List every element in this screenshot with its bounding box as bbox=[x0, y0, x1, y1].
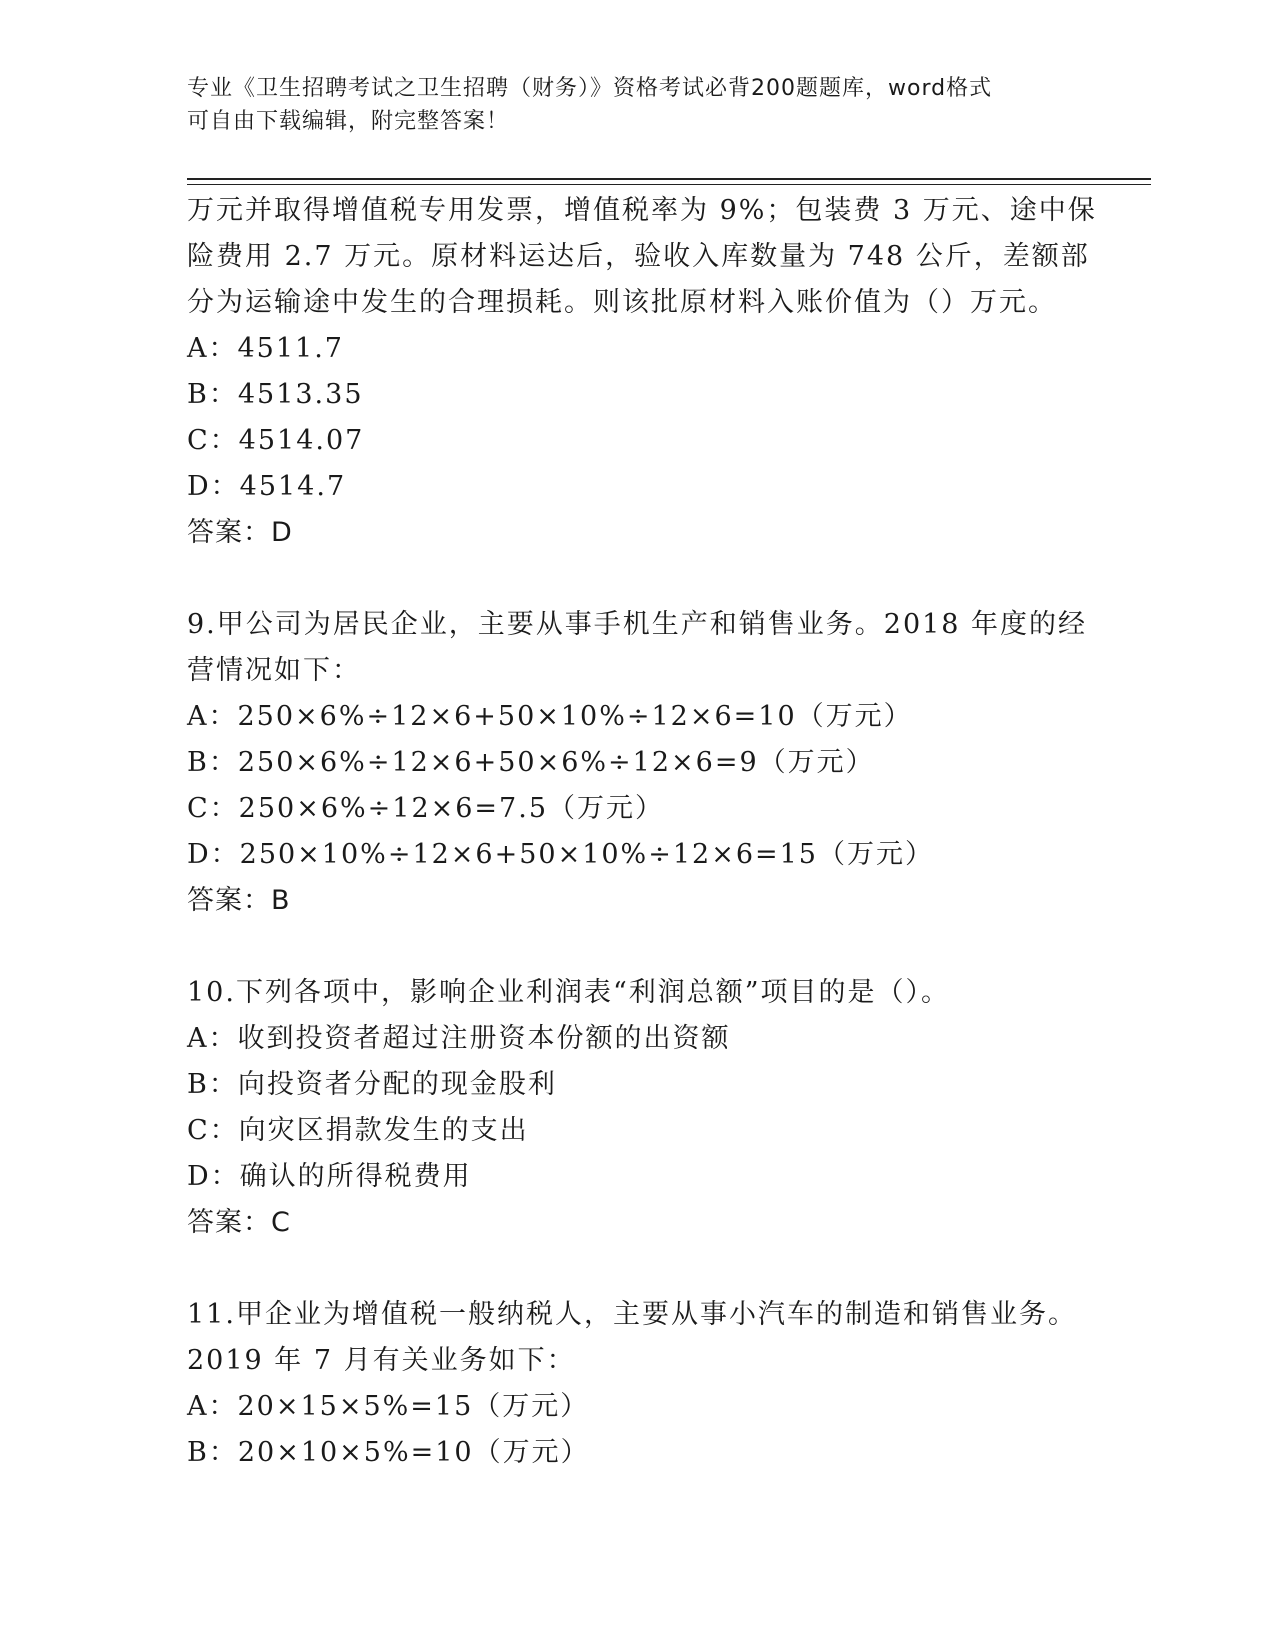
answer-label: 答案：C bbox=[187, 1207, 291, 1238]
question-block-9 bbox=[187, 602, 1117, 924]
header-divider bbox=[187, 178, 1151, 185]
question-text-line: 分为运输途中发生的合理损耗。则该批原材料入账价值为（）万元。 bbox=[187, 287, 1057, 318]
option-c: C：向灾区捐款发生的支出 bbox=[187, 1115, 529, 1146]
option-b: B：向投资者分配的现金股利 bbox=[187, 1069, 557, 1100]
option-a: A：250×6%÷12×6+50×10%÷12×6=10（万元） bbox=[187, 701, 913, 732]
option-d: D：4514.7 bbox=[187, 471, 347, 502]
answer-label: 答案：B bbox=[187, 885, 291, 916]
option-c: C：250×6%÷12×6=7.5（万元） bbox=[187, 793, 664, 824]
spacer bbox=[187, 556, 1117, 602]
option-c: C：4514.07 bbox=[187, 425, 365, 456]
question-text-line: 营情况如下： bbox=[187, 655, 361, 686]
option-a: A：收到投资者超过注册资本份额的出资额 bbox=[187, 1023, 731, 1054]
page-header bbox=[187, 72, 1087, 138]
question-text-line: 2019 年 7 月有关业务如下： bbox=[187, 1345, 576, 1376]
question-text-line: 险费用 2.7 万元。原材料运达后，验收入库数量为 748 公斤，差额部 bbox=[187, 241, 1090, 272]
question-block-8 bbox=[187, 188, 1117, 556]
question-text-line: 万元并取得增值税专用发票，增值税率为 9%；包装费 3 万元、途中保 bbox=[187, 195, 1097, 226]
option-b: B：4513.35 bbox=[187, 379, 364, 410]
option-a: A：4511.7 bbox=[187, 333, 344, 364]
header-title-line-2: 可自由下载编辑，附完整答案！ bbox=[187, 109, 510, 134]
spacer bbox=[187, 924, 1117, 970]
question-block-11 bbox=[187, 1292, 1117, 1476]
option-d: D：确认的所得税费用 bbox=[187, 1161, 472, 1192]
question-text-line: 9.甲公司为居民企业，主要从事手机生产和销售业务。2018 年度的经 bbox=[187, 609, 1088, 640]
header-title-line-1: 专业《卫生招聘考试之卫生招聘（财务）》资格考试必背200题题库，word格式 bbox=[187, 76, 993, 101]
spacer bbox=[187, 1246, 1117, 1292]
option-b: B：20×10×5%=10（万元） bbox=[187, 1437, 590, 1468]
answer-label: 答案：D bbox=[187, 517, 293, 548]
option-b: B：250×6%÷12×6+50×6%÷12×6=9（万元） bbox=[187, 747, 875, 778]
question-content bbox=[187, 188, 1117, 1476]
question-text-line: 10.下列各项中，影响企业利润表“利润总额”项目的是（）。 bbox=[187, 977, 951, 1008]
option-a: A：20×15×5%=15（万元） bbox=[187, 1391, 590, 1422]
option-d: D：250×10%÷12×6+50×10%÷12×6=15（万元） bbox=[187, 839, 934, 870]
question-block-10 bbox=[187, 970, 1117, 1246]
question-text-line: 11.甲企业为增值税一般纳税人，主要从事小汽车的制造和销售业务。 bbox=[187, 1299, 1077, 1330]
